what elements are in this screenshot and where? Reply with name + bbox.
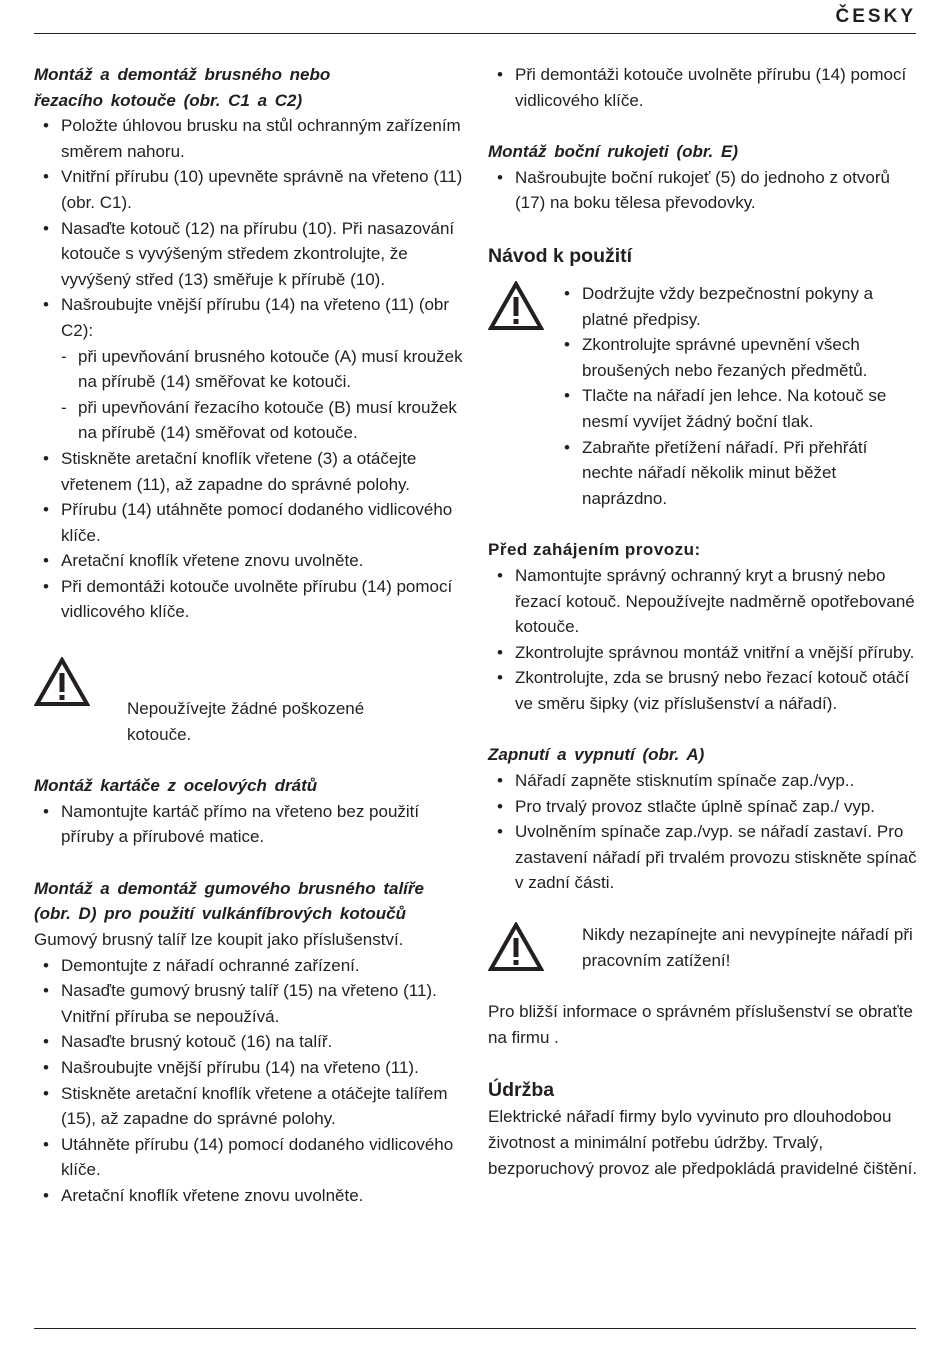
left-column xyxy=(34,62,466,1209)
list-item: • Zkontrolujte správné upevnění všech broušených nebo řezaných předmětů. xyxy=(555,332,918,383)
section-title-disc-mounting: Montáž a demontáž brusného nebo řezacího kotouče (obr. C1 a C2) xyxy=(34,65,331,110)
list-item: • Aretační knoflík vřetene znovu uvolněte. xyxy=(34,548,466,574)
list-item: • Pro trvalý provoz stlačte úplně spínač zap./ vyp. xyxy=(488,794,918,820)
switch-list xyxy=(488,768,918,896)
section-title-wire-brush: Montáž kartáče z ocelových drátů xyxy=(34,776,318,796)
list-item: • Našroubujte vnější přírubu (14) na vřeteno (11) (obr C2): xyxy=(34,292,466,343)
warning-triangle-icon xyxy=(488,281,544,331)
warning-triangle-icon xyxy=(34,657,90,707)
safety-warning-list xyxy=(555,281,918,511)
list-item: • Nářadí zapněte stisknutím spínače zap./vyp.. xyxy=(488,768,918,794)
section-title-rubber-pad: Montáž a demontáž gumového brusného talíře (obr. D) pro použití vulkánfíbrových kotoučů xyxy=(34,878,424,924)
list-item: • Nasaďte brusný kotouč (16) na talíř. xyxy=(34,1029,466,1055)
list-item: • Aretační knoflík vřetene znovu uvolněte. xyxy=(34,1183,466,1209)
section-title-before-start: Před zahájením provozu: xyxy=(488,540,701,560)
list-item: • Stiskněte aretační knoflík vřetene a otáčejte talířem (15), až zapadne do správné polohy. xyxy=(34,1081,466,1132)
list-item: • Dodržujte vždy bezpečnostní pokyny a platné předpisy. xyxy=(555,281,918,332)
bottom-rule xyxy=(34,1328,916,1329)
list-item: • Našroubujte boční rukojeť (5) do jednoho z otvorů (17) na boku tělesa převodovky. xyxy=(488,165,918,216)
warning-text: Nepoužívejte žádné poškozené kotouče. xyxy=(127,699,365,744)
flange-orientation-sublist xyxy=(34,344,466,446)
accessories-info: Pro bližší informace o správném příslušenství se obraťte na firmu . xyxy=(488,1002,913,1047)
list-item: • Demontujte z nářadí ochranné zařízení. xyxy=(34,953,466,979)
list-item: • Zkontrolujte, zda se brusný nebo řezací kotouč otáčí ve směru šipky (viz příslušenství a nářadí). xyxy=(488,665,918,716)
warning-text: Nikdy nezapínejte ani nevypínejte nářadí při pracovním zatížení! xyxy=(582,925,913,970)
right-column xyxy=(488,62,918,1181)
list-item: • Namontujte správný ochranný kryt a brusný nebo řezací kotouč. Nepoužívejte nadměrně opotřebované kotouče. xyxy=(488,563,918,640)
warning-triangle-icon xyxy=(488,922,544,972)
list-item: • Nasaďte gumový brusný talíř (15) na vřeteno (11). Vnitřní příruba se nepoužívá. xyxy=(34,978,466,1029)
list-item: • Nasaďte kotouč (12) na přírubu (10). Při nasazování kotouče s vyvýšeným středem zkontrolujte, že vyvýšený střed (13) směřuje k přírubě (10). xyxy=(34,216,466,293)
wire-brush-list xyxy=(34,799,466,850)
rubber-pad-intro: Gumový brusný talíř lze koupit jako příslušenství. xyxy=(34,930,404,950)
rubber-pad-list xyxy=(34,953,466,1209)
section-title-side-handle: Montáž boční rukojeti (obr. E) xyxy=(488,142,738,162)
disc-removal-list xyxy=(488,62,918,113)
section-title-switch: Zapnutí a vypnutí (obr. A) xyxy=(488,745,705,765)
before-start-list xyxy=(488,563,918,717)
list-item: • Stiskněte aretační knoflík vřetene (3) a otáčejte vřetenem (11), až zapadne do správné polohy. xyxy=(34,446,466,497)
list-item: • Zkontrolujte správnou montáž vnitřní a vnější příruby. xyxy=(488,640,918,666)
language-label: ČESKY xyxy=(835,6,916,27)
side-handle-list xyxy=(488,165,918,216)
list-item: • Tlačte na nářadí jen lehce. Na kotouč se nesmí vyvíjet žádný boční tlak. xyxy=(555,383,918,434)
warning-block-load xyxy=(488,922,918,973)
list-item: • Zabraňte přetížení nářadí. Při přehřátí nechte nářadí několik minut běžet naprázdno. xyxy=(555,435,918,512)
list-item: • Našroubujte vnější přírubu (14) na vřeteno (11). xyxy=(34,1055,466,1081)
warning-block-safety xyxy=(488,281,918,511)
list-item: • Vnitřní přírubu (10) upevněte správně na vřeteno (11) (obr. C1). xyxy=(34,164,466,215)
maintenance-heading: Údržba xyxy=(488,1079,555,1102)
list-item: • Uvolněním spínače zap./vyp. se nářadí zastaví. Pro zastavení nářadí při trvalém provozu stiskněte spínač v zadní části. xyxy=(488,819,918,896)
list-item: • Namontujte kartáč přímo na vřeteno bez použití příruby a přírubové matice. xyxy=(34,799,466,850)
top-rule xyxy=(34,33,916,34)
usage-heading: Návod k použití xyxy=(488,244,633,267)
warning-block-damaged-discs xyxy=(34,657,466,747)
sub-list-item: - při upevňování řezacího kotouče (B) musí kroužek na přírubě (14) směřovat od kotouče. xyxy=(34,395,466,446)
disc-mounting-list xyxy=(34,113,466,343)
disc-mounting-list-continued xyxy=(34,446,466,625)
list-item: • Při demontáži kotouče uvolněte přírubu (14) pomocí vidlicového klíče. xyxy=(34,574,466,625)
list-item: • Položte úhlovou brusku na stůl ochranným zařízením směrem nahoru. xyxy=(34,113,466,164)
list-item: • Při demontáži kotouče uvolněte přírubu (14) pomocí vidlicového klíče. xyxy=(488,62,918,113)
maintenance-text: Elektrické nářadí firmy bylo vyvinuto pro dlouhodobou životnost a minimální potřebu údržby. Trvalý, bezporuchový provoz ale předpokládá pravidelné čištění. xyxy=(488,1107,918,1178)
list-item: • Utáhněte přírubu (14) pomocí dodaného vidlicového klíče. xyxy=(34,1132,466,1183)
sub-list-item: - při upevňování brusného kotouče (A) musí kroužek na přírubě (14) směřovat ke kotouči. xyxy=(34,344,466,395)
list-item: • Přírubu (14) utáhněte pomocí dodaného vidlicového klíče. xyxy=(34,497,466,548)
